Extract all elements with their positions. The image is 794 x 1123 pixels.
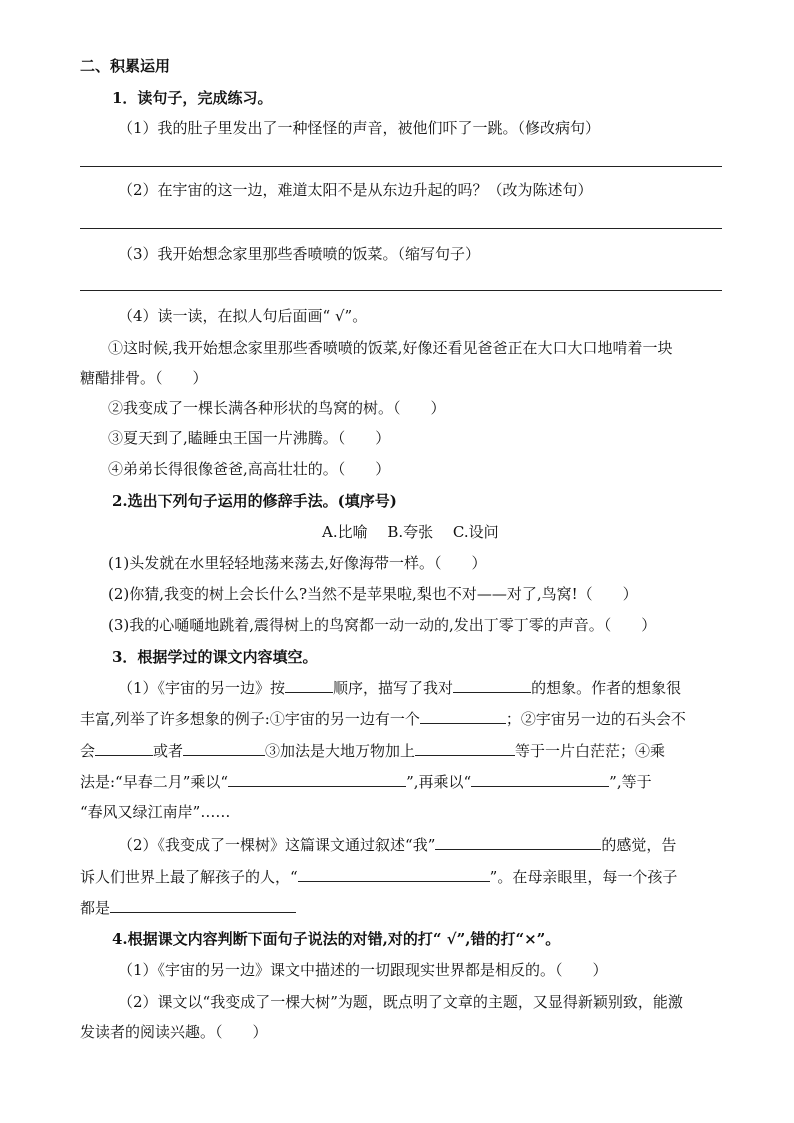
q1-item-2[interactable]: ②我变成了一棵长满各种形状的鸟窝的树。（ ）	[108, 399, 446, 417]
q3-text-g: 或者	[153, 742, 184, 760]
q3-p2-line1	[118, 834, 676, 855]
q2-item-3[interactable]: (3)我的心嗵嗵地跳着,震得树上的鸟窝都一动一动的,发出丁零丁零的声音。（ ）	[108, 616, 657, 634]
blank-addition[interactable]	[415, 740, 515, 756]
q3-text-i: 等于一片白茫茫；④乘	[515, 742, 666, 760]
q3-title: 3．根据学过的课文内容填空。	[112, 648, 318, 666]
q1-item-3[interactable]: ③夏天到了,瞌睡虫王国一片沸腾。（ ）	[108, 429, 391, 447]
q3-p1-line5: “春风又绿江南岸”……	[80, 803, 231, 821]
q2-item-1[interactable]: (1)头发就在水里轻轻地荡来荡去,好像海带一样。（ ）	[108, 554, 487, 572]
q3-text-c: 的想象。作者的想象很	[531, 679, 682, 697]
q4-title: 4.根据课文内容判断下面句子说法的对错,对的打“ √”,错的打“×”。	[112, 930, 561, 948]
blank-stone-1[interactable]	[95, 740, 153, 756]
q3-text-f: 会	[80, 742, 96, 760]
q3-text-a: （1）《宇宙的另一边》按	[118, 679, 286, 697]
section-title: 二、积累运用	[80, 57, 171, 75]
q1-item-1b[interactable]: 糖醋排骨。（ ）	[80, 369, 208, 387]
q3-text-d: 丰富,列举了许多想象的例子:①宇宙的另一边有一个	[80, 710, 420, 728]
answer-line-3[interactable]	[80, 290, 722, 291]
q4-sentence-2a: （2）课文以“我变成了一棵大树”为题，既点明了文章的主题，又显得新颖别致，能激	[118, 993, 683, 1011]
q3-p2-text-a: （2）《我变成了一棵树》这篇课文通过叙述“我”	[118, 836, 436, 854]
q3-p1-line2	[80, 708, 686, 729]
q3-text-l: ”,等于	[609, 773, 652, 791]
answer-line-1[interactable]	[80, 166, 722, 167]
q3-p1-line3	[80, 740, 665, 761]
q3-p2-text-c: 诉人们世界上最了解孩子的人，“	[80, 868, 298, 886]
q4-sentence-2b[interactable]: 发读者的阅读兴趣。（ ）	[80, 1023, 268, 1041]
q1-sentence-1: （1）我的肚子里发出了一种怪怪的声音，被他们吓了一跳。（修改病句）	[118, 119, 601, 137]
q3-text-j: 法是:“早春二月”乘以“	[80, 773, 229, 791]
q3-p2-line2	[80, 866, 677, 887]
q3-text-b: 顺序，描写了我对	[333, 679, 454, 697]
q3-p2-text-d: ”。在母亲眼里，每一个孩子	[489, 868, 678, 886]
blank-imagination[interactable]	[453, 677, 531, 693]
q3-text-h: ③加法是大地万物加上	[265, 742, 416, 760]
q2-options: A.比喻 B.夸张 C.设问	[322, 523, 499, 541]
q1-sentence-2: （2）在宇宙的这一边，难道太阳不是从东边升起的吗？（改为陈述句）	[118, 181, 593, 199]
q1-title: 1．读句子，完成练习。	[112, 89, 273, 107]
q3-p1-line4	[80, 771, 652, 792]
q3-p2-text-b: 的感觉，告	[601, 836, 677, 854]
q3-text-k: ”,再乘以“	[406, 773, 472, 791]
q3-p2-line3	[80, 897, 296, 918]
q1-item-4[interactable]: ④弟弟长得很像爸爸,高高壮壮的。（ ）	[108, 460, 391, 478]
q3-p1-line1	[118, 677, 681, 698]
q1-sentence-3: （3）我开始想念家里那些香喷喷的饭菜。（缩写句子）	[118, 245, 481, 263]
q1-sentence-4: （4）读一读，在拟人句后面画“ √”。	[118, 307, 368, 325]
blank-every-child[interactable]	[110, 897, 296, 913]
q2-item-2[interactable]: (2)你猜,我变的树上会长什么?当然不是苹果啦,梨也不对——对了,鸟窝!（ ）	[108, 585, 638, 603]
answer-line-2[interactable]	[80, 228, 722, 229]
blank-multiply-1[interactable]	[228, 771, 406, 787]
q2-title: 2.选出下列句子运用的修辞手法。(填序号)	[112, 492, 397, 510]
q1-item-1a: ①这时候,我开始想念家里那些香喷喷的饭菜,好像还看见爸爸正在大口大口地啃着一块	[108, 339, 673, 357]
blank-example-1[interactable]	[420, 708, 506, 724]
blank-stone-2[interactable]	[183, 740, 265, 756]
q4-sentence-1[interactable]: （1）《宇宙的另一边》课文中描述的一切跟现实世界都是相反的。（ ）	[118, 961, 608, 979]
blank-feeling[interactable]	[435, 834, 601, 850]
q3-text-e: ；②宇宙另一边的石头会不	[505, 710, 686, 728]
q3-p2-text-e: 都是	[80, 899, 111, 917]
blank-multiply-2[interactable]	[471, 771, 609, 787]
blank-order[interactable]	[285, 677, 333, 693]
blank-understand-child[interactable]	[298, 866, 490, 882]
